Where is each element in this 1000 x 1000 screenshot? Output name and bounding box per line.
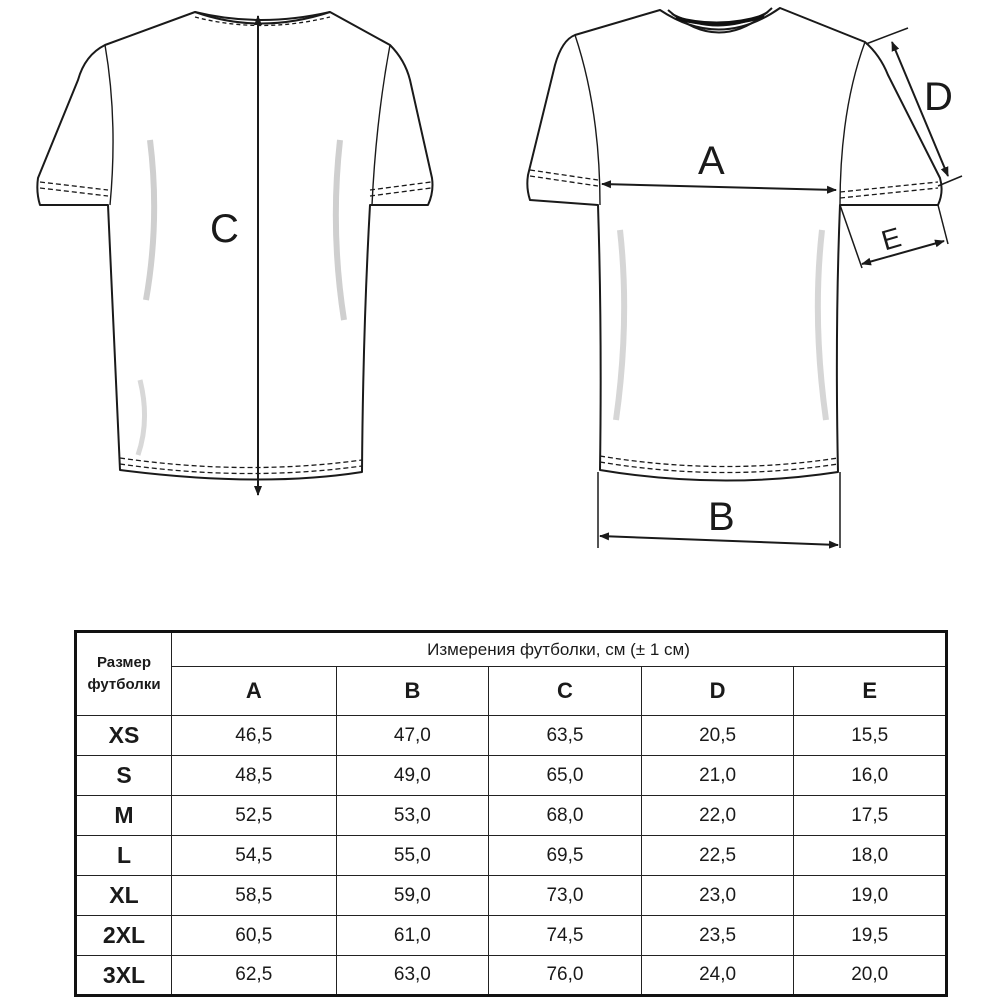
table-row xyxy=(76,796,947,836)
measurement-cell-d: 21,0 xyxy=(641,756,794,796)
measurement-cell-c: 63,5 xyxy=(489,716,642,756)
measurement-cell-e: 20,0 xyxy=(794,956,947,996)
measure-e-guide-right xyxy=(938,205,948,244)
measurement-cell-e: 17,5 xyxy=(794,796,947,836)
tshirt-front-view xyxy=(527,8,941,481)
measurement-cell-e: 18,0 xyxy=(794,836,947,876)
size-header-line1: Размер xyxy=(96,654,152,671)
size-header xyxy=(76,632,172,716)
label-e: E xyxy=(878,221,905,257)
measurement-cell-d: 23,0 xyxy=(641,876,794,916)
column-header-a: A xyxy=(172,667,337,716)
measurement-cell-a: 60,5 xyxy=(172,916,337,956)
column-header-d: D xyxy=(641,667,794,716)
measurement-cell-d: 22,0 xyxy=(641,796,794,836)
size-label: XS xyxy=(76,716,172,756)
table-row xyxy=(76,916,947,956)
measurement-cell-d: 24,0 xyxy=(641,956,794,996)
measurement-cell-a: 58,5 xyxy=(172,876,337,916)
measurement-cell-b: 61,0 xyxy=(336,916,489,956)
table-row xyxy=(76,956,947,996)
column-header-e: E xyxy=(794,667,947,716)
size-table-body xyxy=(76,716,947,996)
size-chart-table xyxy=(74,630,948,997)
measurement-cell-b: 53,0 xyxy=(336,796,489,836)
measurement-cell-a: 48,5 xyxy=(172,756,337,796)
measurement-cell-c: 73,0 xyxy=(489,876,642,916)
table-row xyxy=(76,716,947,756)
measurement-cell-e: 19,0 xyxy=(794,876,947,916)
measurement-cell-c: 76,0 xyxy=(489,956,642,996)
measurement-cell-b: 55,0 xyxy=(336,836,489,876)
measurement-cell-a: 62,5 xyxy=(172,956,337,996)
measurement-cell-e: 16,0 xyxy=(794,756,947,796)
size-label: M xyxy=(76,796,172,836)
measurement-cell-c: 69,5 xyxy=(489,836,642,876)
size-label: L xyxy=(76,836,172,876)
measurement-cell-c: 68,0 xyxy=(489,796,642,836)
measurement-cell-d: 20,5 xyxy=(641,716,794,756)
label-d: D xyxy=(924,75,953,119)
table-row xyxy=(76,836,947,876)
measurement-cell-b: 59,0 xyxy=(336,876,489,916)
table-row xyxy=(76,756,947,796)
measurement-cell-a: 46,5 xyxy=(172,716,337,756)
measurement-cell-b: 47,0 xyxy=(336,716,489,756)
label-a: A xyxy=(698,139,725,183)
size-label: XL xyxy=(76,876,172,916)
measurement-cell-b: 49,0 xyxy=(336,756,489,796)
measurement-cell-e: 19,5 xyxy=(794,916,947,956)
table-row xyxy=(76,876,947,916)
measure-e-line xyxy=(862,241,944,264)
measurement-cell-c: 74,5 xyxy=(489,916,642,956)
measurements-header: Измерения футболки, см (± 1 см) xyxy=(172,632,947,667)
column-header-b: B xyxy=(336,667,489,716)
size-label: 3XL xyxy=(76,956,172,996)
size-label: 2XL xyxy=(76,916,172,956)
label-c: C xyxy=(210,207,239,251)
size-header-line2: футболки xyxy=(87,676,161,693)
label-b: B xyxy=(708,495,735,539)
measurement-cell-c: 65,0 xyxy=(489,756,642,796)
size-label: S xyxy=(76,756,172,796)
measure-e-guide-left xyxy=(840,205,862,268)
measurement-cell-d: 23,5 xyxy=(641,916,794,956)
measurement-cell-a: 52,5 xyxy=(172,796,337,836)
column-header-row xyxy=(76,667,947,716)
measurement-cell-e: 15,5 xyxy=(794,716,947,756)
measurement-cell-a: 54,5 xyxy=(172,836,337,876)
measurement-cell-d: 22,5 xyxy=(641,836,794,876)
column-header-c: C xyxy=(489,667,642,716)
measurement-cell-b: 63,0 xyxy=(336,956,489,996)
measure-d-guide-top xyxy=(866,28,908,44)
